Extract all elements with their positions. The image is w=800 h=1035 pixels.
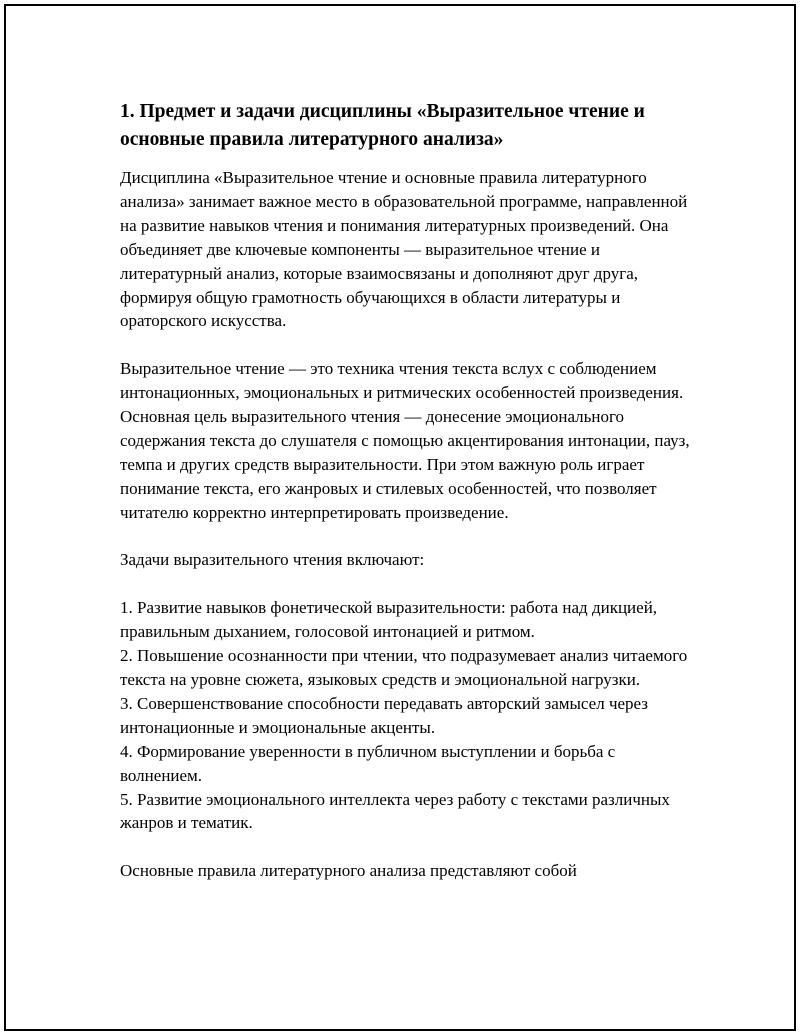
paragraph-discipline-intro: Дисциплина «Выразительное чтение и основные правила литературного анализа» занимает важное место в образовательной программе, направленной на развитие навыков чтения и понимания литературных произведений. Она объединяет две ключевые компоненты — выразительное чтение и литературный анализ, которые взаимосвязаны и дополняют друг друга, формируя общую грамотность обучающихся в области литературы и ораторского искусства. bbox=[120, 168, 688, 331]
list-item: 2. Повышение осознанности при чтении, что подразумевает анализ читаемого текста на уровне сюжета, языковых средств и эмоциональной нагрузки. bbox=[120, 646, 688, 689]
tasks-list bbox=[120, 596, 700, 835]
list-item: 5. Развитие эмоционального интеллекта через работу с текстами различных жанров и тематик. bbox=[120, 789, 670, 833]
paragraph-literary-analysis: Основные правила литературного анализа представляют собой bbox=[120, 861, 577, 881]
paragraph-expressive-reading: Выразительное чтение — это техника чтения текста вслух с соблюдением интонационных, эмоциональных и ритмических особенностей произведения. Основная цель выразительного чтения — донесение эмоционального содержания текста до слушателя с помощью акцентирования интонации, пауз, темпа и других средств выразительности. При этом важную роль играет понимание текста, его жанровых и стилевых особенностей, что позволяет читателю корректно интерпретировать произведение. bbox=[120, 359, 690, 522]
document-page bbox=[4, 4, 796, 1031]
section-title: 1. Предмет и задачи дисциплины «Выразительное чтение и основные правила литературного анализа» bbox=[120, 101, 645, 150]
list-item: 3. Совершенствование способности передавать авторский замысел через интонационные и эмоциональные акценты. bbox=[120, 693, 649, 737]
paragraph-tasks-intro: Задачи выразительного чтения включают: bbox=[120, 550, 425, 570]
document-content bbox=[120, 98, 700, 907]
list-item: 1. Развитие навыков фонетической выразительности: работа над дикцией, правильным дыханием, голосовой интонацией и ритмом. bbox=[120, 598, 658, 642]
list-item: 4. Формирование уверенности в публичном выступлении и борьба с волнением. bbox=[120, 741, 616, 785]
